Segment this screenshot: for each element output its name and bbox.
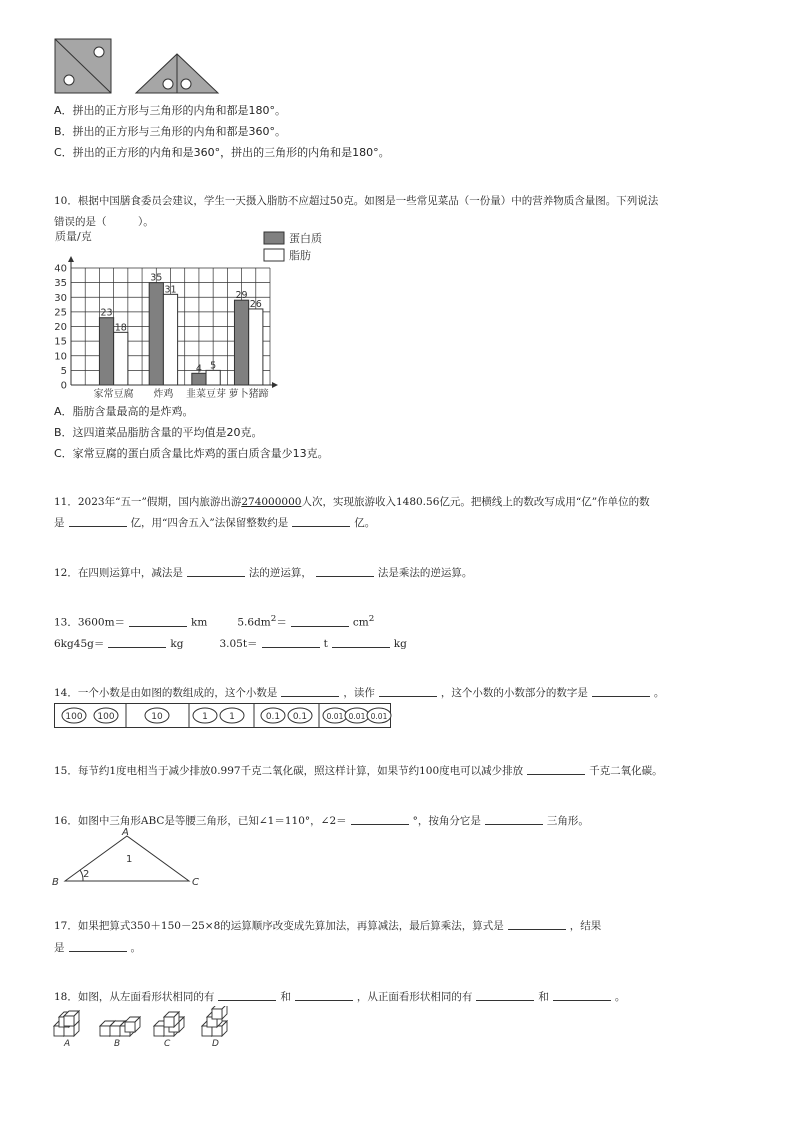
coin-value-label: 0.1: [265, 712, 281, 722]
q13-blank-4[interactable]: [262, 637, 320, 648]
q13-blank-5[interactable]: [332, 637, 390, 648]
chart-legend-overlay: [262, 228, 342, 268]
bar-fat: [206, 370, 220, 385]
q18-text-e: 。: [614, 991, 626, 1003]
q15-line: [54, 763, 663, 778]
ytick-label: 0: [60, 380, 67, 392]
q11-text-c: 是: [54, 517, 65, 529]
angle-label-2: 2: [83, 869, 90, 880]
nutrition-bar-chart: [52, 228, 292, 400]
xcategory-label: 家常豆腐: [93, 389, 134, 400]
bar-fat: [249, 309, 263, 385]
q17-text-a: 17．如果把算式350＋150－25×8的运算顺序改变成先算加法，再算减法，最后算乘法，算式是: [54, 920, 504, 932]
bar-value-label: 18: [114, 322, 127, 334]
q10-option-a: A．脂肪含量最高的是炸鸡。: [54, 405, 194, 418]
cube-label-c: C: [164, 1039, 171, 1049]
q14-coins: [62, 708, 391, 723]
ytick-label: 15: [54, 336, 67, 348]
q16-blank-2[interactable]: [485, 814, 543, 825]
coin-value-label: 0.01: [326, 712, 344, 721]
coin-value-label: 10: [151, 712, 163, 722]
q11-text-b: 人次，实现旅游收入1480.56亿元。把横线上的数改写成用“亿”作单位的数: [301, 496, 650, 508]
q17-line1: [54, 918, 601, 933]
legend-label-fat-2: 脂肪: [289, 249, 311, 262]
q11-text-a: 11．2023年“五一”假期，国内旅游出游: [54, 496, 242, 508]
cube-figure-c: [154, 1012, 184, 1036]
q17-blank-1[interactable]: [508, 919, 566, 930]
q18-cube-figures: [50, 1006, 250, 1050]
q13-line1: [54, 614, 374, 630]
q13-text-b2: ＝: [276, 616, 287, 629]
coin-value-label: 100: [97, 712, 115, 722]
q13-text-b3: cm: [352, 616, 369, 629]
q10-stem-line1: 10．根据中国膳食委员会建议，学生一天摄入脂肪不应超过50克。如图是一些常见菜品（一份量）中的营养物质含量图。下列说法: [54, 195, 659, 207]
bar-fat: [163, 294, 177, 385]
q12-blank-2[interactable]: [316, 566, 374, 577]
q18-blank-4[interactable]: [553, 990, 611, 1001]
q13-text-c2: kg: [170, 638, 184, 650]
q16-text-c: 三角形。: [546, 815, 589, 827]
bar-value-label: 4: [195, 363, 202, 375]
q14-text-d: 。: [653, 687, 665, 699]
bar-value-label: 26: [249, 298, 262, 310]
ytick-label: 25: [54, 307, 67, 319]
q13-text-d3: kg: [393, 638, 407, 650]
q13-blank-3[interactable]: [108, 637, 166, 648]
q11-line1: [54, 494, 650, 509]
q18-line: [54, 989, 625, 1004]
q13-blank-2[interactable]: [291, 616, 349, 627]
bar-protein: [99, 318, 113, 385]
vertex-label-b: B: [52, 877, 59, 888]
legend-swatch-protein-2: [264, 232, 284, 244]
angle-label-1: 1: [126, 854, 133, 865]
q11-blank-2[interactable]: [292, 516, 350, 527]
q13-sup-1: 2: [270, 614, 277, 624]
chart-bars: [99, 273, 262, 385]
q9-option-c: C．拼出的正方形的内角和是360°，拼出的三角形的内角和是180°。: [54, 146, 390, 159]
square-split-shape: [55, 39, 111, 93]
q17-blank-2[interactable]: [69, 941, 127, 952]
q11-blank-1[interactable]: [69, 516, 127, 527]
cube-label-b: B: [114, 1039, 121, 1049]
chart-ylabel: 质量/克: [55, 230, 92, 243]
chart-yticks: [54, 264, 67, 392]
q14-line: [54, 685, 664, 700]
q15-blank-1[interactable]: [527, 764, 585, 775]
cube-figure-b: [100, 1017, 140, 1036]
q12-blank-1[interactable]: [187, 566, 245, 577]
q14-text-b: ，读作: [343, 687, 375, 699]
q13-text-d1: 3.05t＝: [219, 638, 258, 650]
coin-value-label: 0.1: [292, 712, 308, 722]
cube-figure-a: [54, 1011, 79, 1036]
q14-blank-2[interactable]: [379, 686, 437, 697]
q11-underlined-number: 274000000: [241, 496, 302, 508]
q16-text-b: °，按角分它是: [412, 815, 481, 827]
q11-text-d: 亿，用“四舍五入”法保留整数约是: [130, 517, 289, 529]
legend-label-protein-2: 蛋白质: [289, 232, 322, 245]
coin-value-label: 1: [202, 712, 208, 722]
q14-text-c: ，这个小数的小数部分的数字是: [440, 687, 588, 699]
cube-figure-d: [202, 1006, 227, 1036]
y-axis-arrow: [68, 256, 74, 262]
q17-text-d: 。: [130, 942, 141, 954]
q17-text-b: ，结果: [569, 920, 602, 932]
ytick-label: 35: [54, 278, 67, 290]
q18-blank-2[interactable]: [295, 990, 353, 1001]
q18-text-c: ，从正面看形状相同的有: [356, 991, 473, 1003]
q9-figure: [54, 38, 234, 96]
coin-value-label: 0.01: [370, 712, 388, 721]
ytick-label: 30: [54, 292, 67, 304]
q12-text-c: 法是乘法的逆运算。: [377, 567, 473, 579]
bar-fat: [114, 332, 128, 385]
coin-value-label: 0.01: [348, 712, 366, 721]
q13-line2: [54, 636, 407, 651]
bar-value-label: 35: [150, 272, 163, 284]
bar-value-label: 5: [210, 360, 217, 372]
bar-value-label: 29: [235, 290, 248, 302]
q13-text-a1: 13．3600m＝: [54, 616, 126, 629]
bar-protein: [192, 373, 206, 385]
q16-blank-1[interactable]: [351, 814, 409, 825]
xcategory-label: 韭菜豆芽: [186, 389, 227, 400]
q12-line: [54, 565, 472, 580]
q18-text-b: 和: [280, 991, 291, 1003]
q12-text-b: 法的逆运算，: [248, 567, 312, 579]
xcategory-label: 萝卜猪蹄: [228, 389, 269, 400]
x-axis-arrow: [272, 382, 278, 388]
chart-xcategories: [94, 387, 269, 400]
q11-line2: [54, 515, 375, 530]
vertex-label-c: C: [192, 877, 199, 888]
q9-option-b: B．拼出的正方形与三角形的内角和都是360°。: [54, 125, 287, 138]
xcategory-label: 炸鸡: [153, 389, 174, 400]
coin-value-label: 1: [229, 712, 235, 722]
ytick-label: 20: [54, 322, 67, 333]
ytick-label: 40: [54, 263, 67, 275]
bar-protein: [234, 300, 248, 385]
q13-blank-1[interactable]: [129, 616, 187, 627]
q10-option-b: B．这四道菜品脂肪含量的平均值是20克。: [54, 426, 263, 439]
q16-text-a: 16．如图中三角形ABC是等腰三角形，已知∠1＝110°，∠2＝: [54, 815, 347, 827]
q12-text-a: 12．在四则运算中，减法是: [54, 567, 183, 579]
q13-text-b1: 5.6dm: [237, 616, 271, 629]
q11-text-e: 亿。: [354, 517, 376, 529]
q10-stem-line2: 错误的是（ ）。: [54, 216, 154, 228]
q13-text-c1: 6kg45g＝: [54, 638, 105, 650]
ytick-label: 5: [60, 365, 67, 377]
q14-text-a: 14．一个小数是由如图的数组成的，这个小数是: [54, 687, 278, 699]
cube-label-a: A: [64, 1039, 71, 1049]
q13-sup-2: 2: [368, 614, 375, 624]
q13-text-d2: t: [323, 638, 328, 650]
q15-text-a: 15．每节约1度电相当于减少排放0.997千克二氧化碳，照这样计算，如果节约100度电可以减少排放: [54, 765, 524, 777]
cube-label-d: D: [212, 1039, 219, 1049]
bar-protein: [149, 283, 163, 385]
q10-option-c: C．家常豆腐的蛋白质含量比炸鸡的蛋白质含量少13克。: [54, 447, 329, 460]
q15-text-b: 千克二氧化碳。: [589, 765, 663, 777]
q18-blank-1[interactable]: [218, 990, 276, 1001]
bar-value-label: 23: [100, 307, 113, 319]
q17-text-c: 是: [54, 942, 65, 954]
vertex-label-a: A: [122, 827, 129, 838]
q16-triangle-figure: [50, 826, 210, 890]
ytick-label: 10: [54, 351, 67, 363]
q14-blank-1[interactable]: [281, 686, 339, 697]
bar-value-label: 31: [164, 284, 177, 296]
q18-text-a: 18．如图，从左面看形状相同的有: [54, 991, 215, 1003]
q14-coin-table: [54, 703, 394, 729]
q18-blank-3[interactable]: [476, 990, 534, 1001]
q18-text-d: 和: [538, 991, 549, 1003]
q13-text-a2: km: [191, 616, 208, 629]
coin-value-label: 100: [65, 712, 83, 722]
triangle-joined-shape: [136, 54, 218, 93]
q17-line2: [54, 940, 141, 955]
q14-blank-3[interactable]: [592, 686, 650, 697]
legend-swatch-fat-2: [264, 249, 284, 261]
q9-option-a: A．拼出的正方形与三角形的内角和都是180°。: [54, 104, 287, 117]
